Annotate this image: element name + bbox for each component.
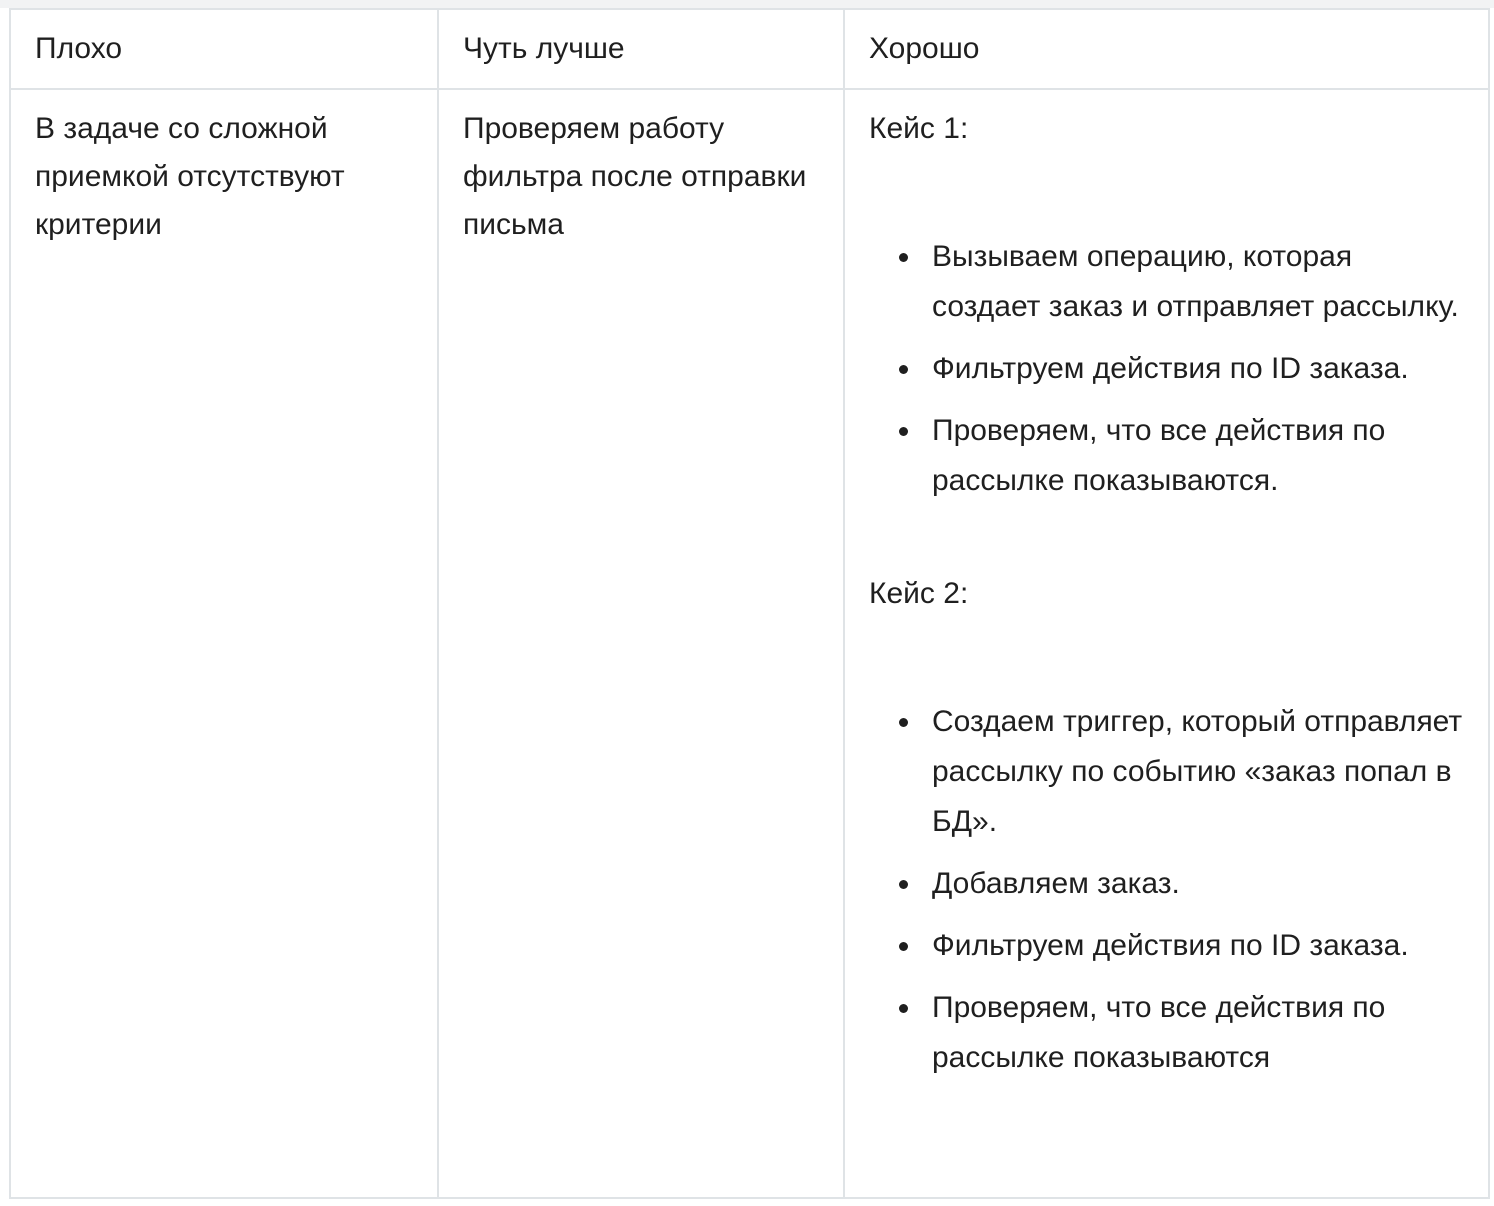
case-1-steps [869, 232, 1464, 506]
list-item [869, 859, 1464, 909]
list-item [869, 344, 1464, 394]
bullet-icon [899, 880, 908, 889]
step-text: Фильтруем действия по ID заказа. [932, 929, 1409, 962]
cell-good [844, 89, 1489, 1198]
list-item [869, 697, 1464, 847]
table-row [10, 89, 1489, 1198]
comparison-table [9, 8, 1490, 1199]
header-good: Хорошо [844, 9, 1489, 89]
case-1-title: Кейс 1: [869, 112, 969, 145]
step-text: Создаем триггер, который отправляет рассылку по событию «заказ попал в БД». [932, 705, 1463, 838]
step-text: Проверяем, что все действия по рассылке показываются [932, 991, 1386, 1074]
header-row [10, 9, 1489, 89]
list-item [869, 406, 1464, 506]
header-bad: Плохо [10, 9, 438, 89]
cell-better: Проверяем работу фильтра после отправки письма [438, 89, 844, 1198]
bullet-icon [899, 365, 908, 374]
top-divider [0, 0, 1494, 8]
case-2-steps [869, 697, 1464, 1083]
bullet-icon [899, 427, 908, 436]
step-text: Добавляем заказ. [932, 867, 1180, 900]
bullet-icon [899, 253, 908, 262]
list-item [869, 983, 1464, 1083]
step-text: Проверяем, что все действия по рассылке показываются. [932, 414, 1386, 497]
step-text: Фильтруем действия по ID заказа. [932, 352, 1409, 385]
bullet-icon [899, 942, 908, 951]
list-item [869, 921, 1464, 971]
bullet-icon [899, 718, 908, 727]
header-better: Чуть лучше [438, 9, 844, 89]
cell-bad: В задаче со сложной приемкой отсутствуют критерии [10, 89, 438, 1198]
step-text: Вызываем операцию, которая создает заказ и отправляет рассылку. [932, 240, 1459, 323]
list-item [869, 232, 1464, 332]
bullet-icon [899, 1004, 908, 1013]
case-2-title: Кейс 2: [869, 577, 969, 610]
